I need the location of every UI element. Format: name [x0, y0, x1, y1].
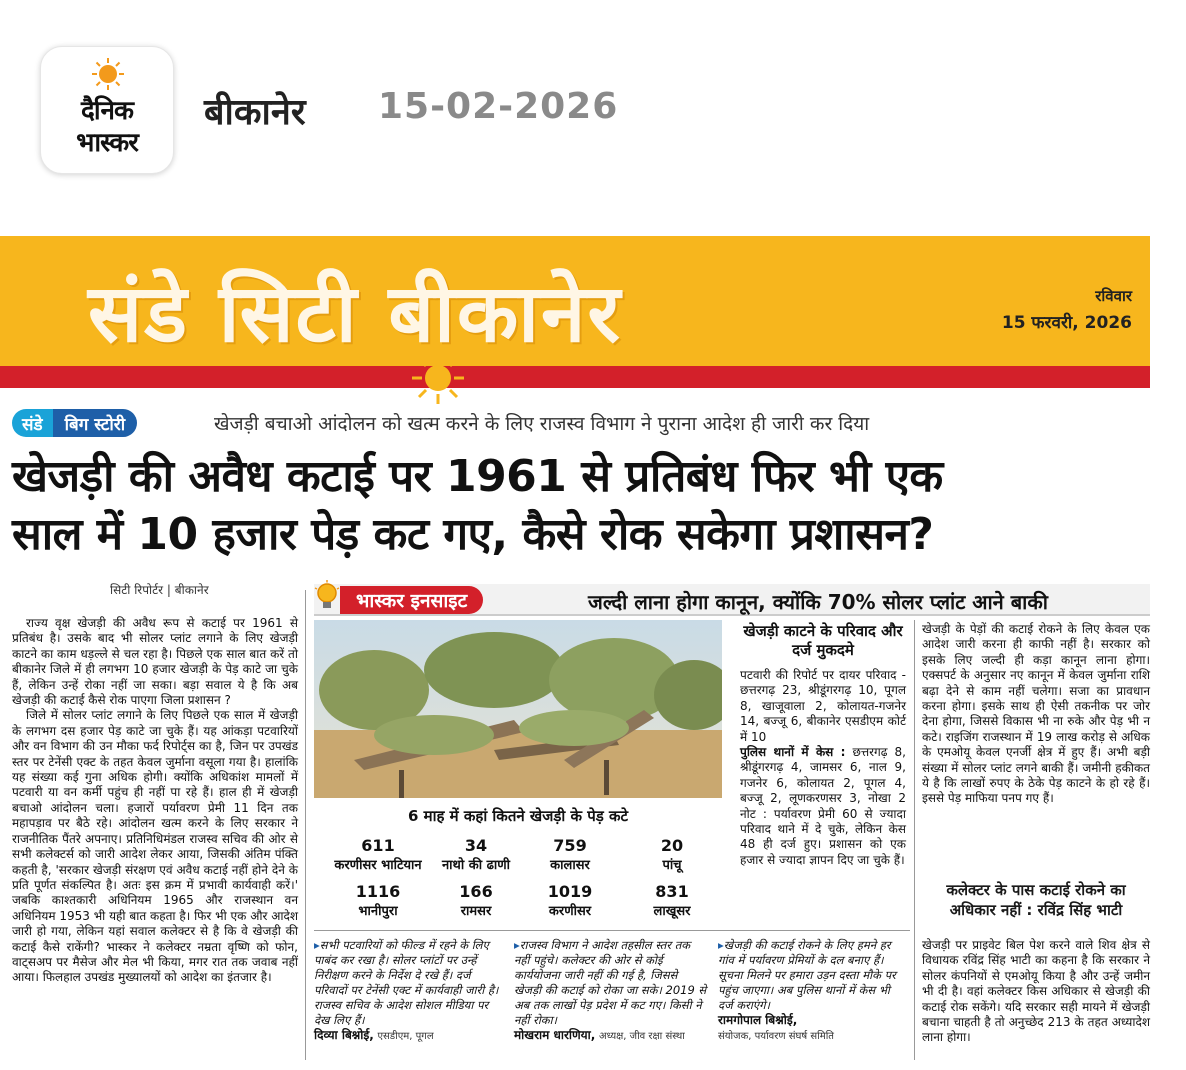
- stat-item: [426, 836, 526, 873]
- masthead: [0, 236, 1150, 366]
- dainik-bhaskar-logo[interactable]: [40, 46, 174, 174]
- kicker-text: खेजड़ी बचाओ आंदोलन को खत्म करने के लिए राजस्व विभाग ने पुराना आदेश ही जारी कर दिया: [214, 413, 870, 435]
- stat-value: 759: [553, 836, 587, 855]
- stat-item: [328, 836, 428, 873]
- quote-role: अध्यक्ष, जीव रक्षा संस्था: [598, 1031, 685, 1042]
- stats-title: 6 माह में कहां कितने खेजड़ी के पेड़ कटे: [407, 807, 629, 825]
- masthead-date: 15 फरवरी, 2026: [1001, 313, 1132, 333]
- stat-item: [622, 882, 722, 919]
- quote-marker-icon: ▸: [314, 938, 320, 952]
- stat-item: [520, 882, 620, 919]
- cases-heading: खेजड़ी काटने के परिवाद और दर्ज मुकदमे: [743, 622, 903, 659]
- cases-paragraph-1: पटवारी की रिपोर्ट पर दायर परिवाद - छत्तरगढ़ 23, श्रीडूंगरगढ़ 10, पूगल 8, खाजूवाला 2, कोलायत-गजनेर 14, बज्जू 6, बीकानेर एसडीएम कोर्ट में 10: [740, 668, 906, 744]
- right-column-lower: [922, 938, 1150, 1046]
- stat-item: [622, 836, 722, 873]
- stat-item: [520, 836, 620, 873]
- masthead-red-band: [0, 366, 1150, 388]
- quote-item: [718, 938, 908, 1044]
- stat-item: [426, 882, 526, 919]
- quote-divider: [314, 930, 910, 931]
- insight-tag: भास्कर इनसाइट: [340, 586, 483, 614]
- quote-text: खेजड़ी की कटाई रोकने के लिए हमने हर गांव में पर्यावरण प्रेमियों के दल बनाए हैं। सूचना मिलने पर हमारा उड़न दस्ता मौके पर पहुंच जाएगा। अब पुलिस थानों में केस भी दर्ज कराएंगे।: [718, 938, 896, 1012]
- stat-place: भानीपुरा: [358, 904, 398, 919]
- app-header: [0, 0, 1186, 232]
- quote-text: सभी पटवारियों को फील्ड में रहने के लिए पाबंद कर रखा है। सोलर प्लांटों पर उन्हें निरीक्षण करने के निर्देश दे रखे हैं। दर्ज परिवादों पर टेनेंसी एक्ट में कार्यवाही जारी है। राजस्व सचिव के आदेश सोशल मीडिया पर देख लिए हैं।: [314, 938, 499, 1027]
- headline-line-1: खेजड़ी की अवैध कटाई पर 1961 से प्रतिबंध फिर भी एक: [12, 451, 943, 502]
- left-paragraph-1: राज्य वृक्ष खेजड़ी की अवैध रूप से कटाई पर 1961 से प्रतिबंध है। उसके बाद भी सोलर प्लांट लगाने के लिए खेजड़ी काटने का काम धड़ल्ले से चल रहा है। पिछले एक साल बात करें तो बीकानेर जिले में ही लगभग 10 हजार खेजड़ी के पेड़ काटे जा चुके हैं, लेकिन उन्हें रोका नहीं जा सका। बड़ा सवाल ये है कि अब खेजड़ी की कटाई कैसे रोक पाएगा जिला प्रशासन ?: [12, 616, 298, 708]
- big-story-tag: बिग स्टोरी: [53, 409, 138, 437]
- quote-author: रामगोपाल बिश्नोई,: [718, 1013, 798, 1027]
- logo-line-1: दैनिक: [81, 96, 133, 126]
- stat-value: 1019: [547, 882, 593, 901]
- cases-paragraph-2: छत्तरगढ़ 8, श्रीडूंगरगढ़ 4, जामसर 6, नाल 9, गजनेर 6, कोलायत 2, पूगल 4, बज्जू 2, लूणकरणसर 3, नोखा 2 नोट : पर्यावरण प्रेमी 60 से ज्यादा परिवाद थाने में दे चुके, लेकिन केस 48 ही दर्ज हुए। प्रशासन को एक हजार से ज्यादा ज्ञापन दिए जा चुके हैं।: [740, 745, 906, 867]
- stat-value: 20: [660, 836, 684, 855]
- headline: [12, 448, 1162, 564]
- quote-author: मोखराम धारणिया,: [514, 1028, 596, 1042]
- column-divider: [305, 590, 306, 1060]
- byline: सिटी रिपोर्टर | बीकानेर: [110, 583, 209, 597]
- stat-place: करणीसर भाटियान: [334, 858, 422, 873]
- trees-cut-stats: [314, 798, 722, 928]
- sunday-tag: संडे: [12, 409, 53, 437]
- edition-date: 15-02-2026: [378, 86, 619, 127]
- bulb-icon: [314, 580, 340, 614]
- sun-icon: [91, 57, 125, 91]
- stat-place: करणीसर: [548, 904, 592, 919]
- quote-item: [514, 938, 708, 1044]
- stat-item: [328, 882, 428, 919]
- stat-value: 34: [464, 836, 488, 855]
- cases-column: [740, 622, 906, 868]
- stat-place: रामसर: [460, 904, 492, 919]
- stat-place: लाखूसर: [653, 904, 691, 919]
- quote-role: संयोजक, पर्यावरण संघर्ष समिति: [718, 1031, 834, 1042]
- quote-item: [314, 938, 504, 1044]
- logo-line-2: भास्कर: [76, 128, 138, 158]
- stat-value: 831: [655, 882, 689, 901]
- right-paragraph-1: खेजड़ी के पेड़ों की कटाई रोकने के लिए केवल एक आदेश जारी करना ही काफी नहीं है। सरकार को इसके लिए जल्दी ही कड़ा कानून लाना होगा। एक्सपर्ट के अनुसार नए कानून में केवल जुर्माना राशि बढ़ा देने से काम नहीं चलेगा। सजा का प्रावधान करना होगा। इसके साथ ही ऐसी तकनीक पर जोर देना होगा, जिससे विकास भी ना रुके और पेड़ भी न कटे। राइजिंग राजस्थान में 19 लाख करोड़ से अधिक के एमओयू केवल एनर्जी क्षेत्र में हुए हैं। अभी बड़ी संख्या में सोलर प्लांट लगने बाकी हैं। जमीनी हकीकत ये है कि लाखों रुपए के ठेके पेड़ काटने के हो रहे हैं। इससे पेड़ माफिया पनप गए हैं।: [922, 622, 1150, 806]
- masthead-day: रविवार: [1095, 287, 1132, 305]
- masthead-title: संडे सिटी बीकानेर: [88, 267, 623, 360]
- headline-line-2: साल में 10 हजार पेड़ कट गए, कैसे रोक सकेगा प्रशासन?: [12, 509, 934, 560]
- quote-text: राजस्व विभाग ने आदेश तहसील स्तर तक नहीं पहुंचे। कलेक्टर की ओर से कोई कार्ययोजना जारी नहीं की गई है, जिससे खेजड़ी की कटाई को रोका जा सके। 2019 से अब तक लाखों पेड़ प्रदेश में कट गए। किसी ने नहीं रोका।: [514, 938, 707, 1027]
- masthead-sun-icon: [410, 350, 466, 406]
- quote-marker-icon: ▸: [718, 938, 724, 952]
- stat-value: 1116: [355, 882, 401, 901]
- left-column: [12, 616, 298, 986]
- stat-place: नाथो की ढाणी: [441, 858, 511, 873]
- edition-city: बीकानेर: [204, 92, 306, 133]
- story-kicker: [12, 408, 137, 438]
- bhati-box-heading: कलेक्टर के पास कटाई रोकने का अधिकार नहीं : रविंद्र सिंह भाटी: [946, 881, 1126, 919]
- stat-place: पांचू: [662, 858, 682, 873]
- police-cases-label: पुलिस थानों में केस :: [740, 745, 846, 760]
- column-divider: [914, 620, 915, 1060]
- stat-place: कालासर: [550, 858, 590, 873]
- right-column: [922, 622, 1150, 807]
- stat-value: 166: [459, 882, 493, 901]
- quote-role: एसडीएम, पूगल: [377, 1031, 434, 1042]
- quote-author: दिव्या बिश्नोई,: [314, 1028, 374, 1042]
- quote-marker-icon: ▸: [514, 938, 520, 952]
- right-paragraph-2: खेजड़ी पर प्राइवेट बिल पेश करने वाले शिव क्षेत्र से विधायक रविंद्र सिंह भाटी का कहना है कि सरकार ने सोलर कंपनियों से एमओयू किया है और उन्हें जमीन भी दी है। वहां कलेक्टर किस अधिकार से खेजड़ी की कटाई रोक सकेंगे। यदि सरकार सही मायने में खेजड़ी बचाना चाहती है तो अनुच्छेद 213 के तहत अध्यादेश लाना होगा।: [922, 938, 1150, 1045]
- left-paragraph-2: जिले में सोलर प्लांट लगाने के लिए पिछले एक साल में खेजड़ी के लगभग दस हजार पेड़ काटे जा चुके हैं। यह आंकड़ा पटवारियों और वन विभाग की उन मौका फर्द रिपोर्ट्स का है, जिन पर उपखंड स्तर पर टेनेंसी एक्ट के तहत केवल जुर्माना वसूला गया है। हालांकि यह संख्या कई गुना अधिक होगी। क्योंकि अधिकांश मामलों में पटवारी या वन कर्मी पहुंच ही नहीं पा रहे हैं। हाल ही में खेजड़ी बचाओ आंदोलन चला। हजारों पर्यावरण प्रेमी 11 दिन तक महापड़ाव पर बैठे रहे। आंदोलन खत्म करने के लिए सरकार ने राजनीतिक पैंतरे अपनाए। प्रतिनिधिमंडल राजस्व सचिव की ओर से सभी कलेक्टर्स को जारी आदेश लेकर आया, जिसकी अंतिम पंक्ति कहती है, 'सरकार खेजड़ी संरक्षण एवं अवैध कटाई नहीं होने देने के प्रति पूर्णत संकल्पित है। अतः इस क्रम में प्रभावी कार्यवाही करें।' जबकि काश्तकारी अधिनियम 1965 और राजस्थान वन अधिनियम 1953 भी यही बात कहता है। फिर भी एक और आदेश जारी हो गया, लेकिन यहां सवाल कलेक्टर से है कि वे खेजड़ी की कटाई कैसे राकेंगी? भास्कर ने कलेक्टर नम्रता वृष्णि को फोन, वाट्सअप पर मैसेज और मेल भी किया, मगर रात तक जवाब नहीं आया। फिलहाल उपखंड मुख्यालयों को आदेश का इंतजार है।: [12, 708, 298, 985]
- insight-headline: जल्दी लाना होगा कानून, क्योंकि 70% सोलर प्लांट आने बाकी: [588, 590, 1048, 614]
- stat-value: 611: [361, 836, 395, 855]
- felled-trees-photo: [314, 620, 722, 810]
